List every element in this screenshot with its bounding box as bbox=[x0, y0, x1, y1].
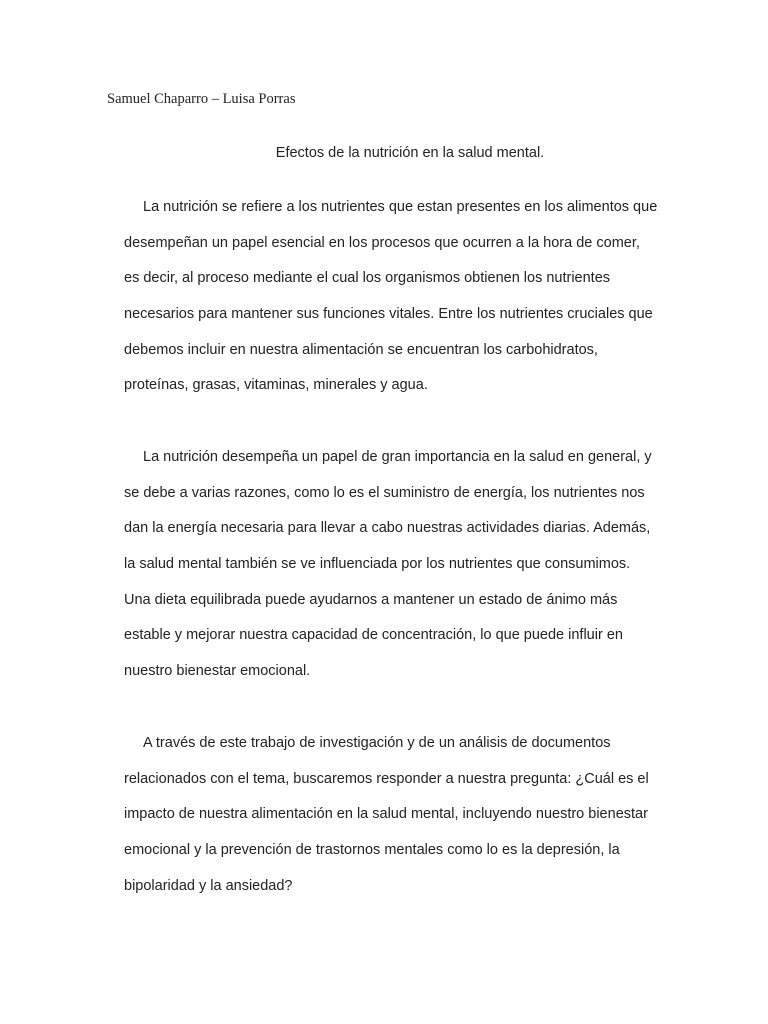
paragraph-line: proteínas, grasas, vitaminas, minerales y agua. bbox=[124, 377, 428, 394]
paragraph-line: la salud mental también se ve influenciada por los nutrientes que consumimos. bbox=[124, 556, 631, 573]
paragraph-line: La nutrición se refiere a los nutrientes que estan presentes en los alimentos que bbox=[143, 199, 658, 215]
paragraph-3 bbox=[124, 726, 684, 904]
paragraph-line: relacionados con el tema, buscaremos responder a nuestra pregunta: ¿Cuál es el bbox=[124, 770, 649, 787]
paragraph-2 bbox=[124, 440, 684, 690]
paragraph-line: emocional y la prevención de trastornos mentales como lo es la depresión, la bbox=[124, 842, 620, 859]
paragraph-line: impacto de nuestra alimentación en la salud mental, incluyendo nuestro bienestar bbox=[124, 806, 648, 823]
paragraph-line: debemos incluir en nuestra alimentación se encuentran los carbohidratos, bbox=[124, 341, 598, 358]
paragraph-line: estable y mejorar nuestra capacidad de concentración, lo que puede influir en bbox=[124, 627, 623, 644]
paragraph-line: dan la energía necesaria para llevar a cabo nuestras actividades diarias. Además, bbox=[124, 520, 651, 537]
paragraph-line: necesarios para mantener sus funciones vitales. Entre los nutrientes cruciales que bbox=[124, 306, 653, 323]
paragraph-line: A través de este trabajo de investigación y de un análisis de documentos bbox=[143, 735, 611, 751]
paragraph-line: Una dieta equilibrada puede ayudarnos a mantener un estado de ánimo más bbox=[124, 591, 618, 608]
paragraph-1 bbox=[124, 190, 684, 404]
document-title: Efectos de la nutrición en la salud mental. bbox=[275, 145, 545, 161]
paragraph-line: La nutrición desempeña un papel de gran importancia en la salud en general, y bbox=[143, 449, 652, 465]
paragraph-line: bipolaridad y la ansiedad? bbox=[124, 877, 293, 894]
authors: Samuel Chaparro – Luisa Porras bbox=[107, 91, 296, 107]
paragraph-line: nuestro bienestar emocional. bbox=[124, 663, 311, 680]
paragraph-line: es decir, al proceso mediante el cual los organismos obtienen los nutrientes bbox=[124, 270, 611, 287]
paragraph-line: desempeñan un papel esencial en los procesos que ocurren a la hora de comer, bbox=[124, 234, 640, 251]
paragraph-line: se debe a varias razones, como lo es el suministro de energía, los nutrientes nos bbox=[124, 484, 645, 501]
